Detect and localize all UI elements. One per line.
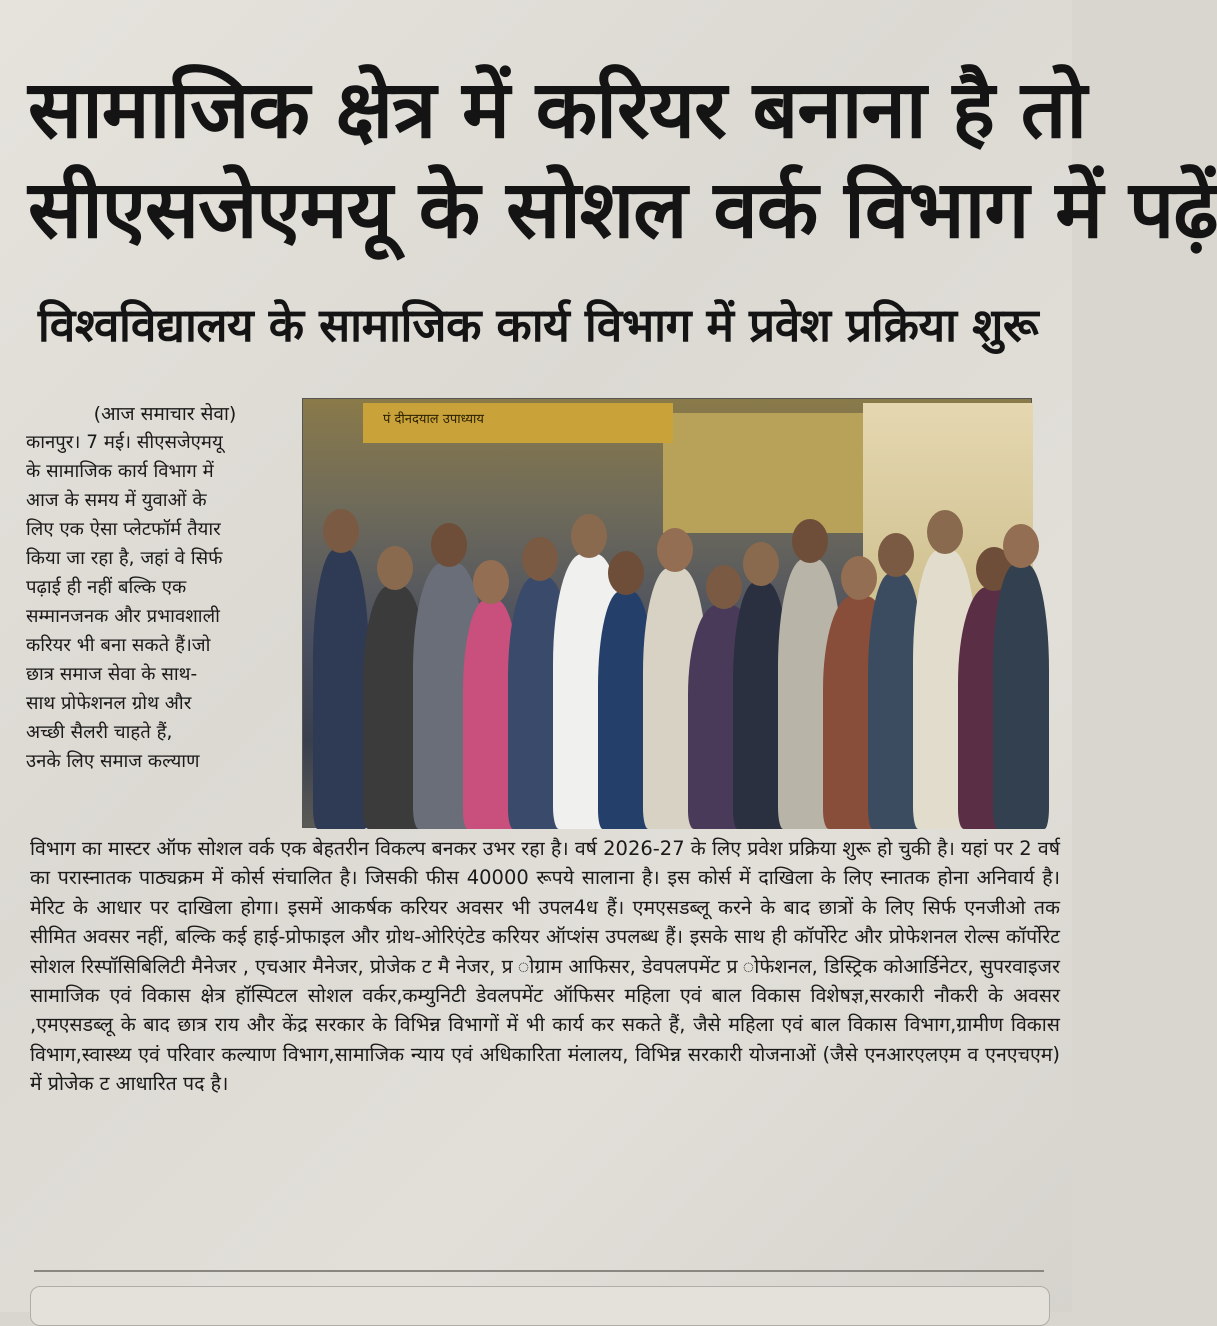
group-photo [302, 398, 1032, 828]
photo-person-head [473, 560, 509, 604]
photo-person [993, 564, 1049, 829]
photo-person-head [377, 546, 413, 590]
photo-person-head [323, 509, 359, 553]
photo-person-head [878, 533, 914, 577]
next-article-box [30, 1286, 1050, 1326]
lead-line: सम्मानजनक और प्रभावशाली [26, 606, 220, 627]
headline-line-1: सामाजिक क्षेत्र में करियर बनाना है तो [28, 63, 1087, 156]
lead-line: किया जा रहा है, जहां वे सिर्फ [26, 548, 223, 569]
lead-column [26, 428, 298, 776]
photo-person-head [1003, 524, 1039, 568]
photo-person-head [706, 565, 742, 609]
lead-line: के सामाजिक कार्य विभाग में [26, 461, 214, 482]
lead-line: कानपुर। 7 मई। सीएसजेएमयू [26, 432, 223, 453]
lead-line: उनके लिए समाज कल्याण [26, 751, 200, 772]
photo-person-head [657, 528, 693, 572]
subheadline: विश्वविद्यालय के सामाजिक कार्य विभाग में प्रवेश प्रक्रिया शुरू [37, 298, 1039, 352]
photo-person-head [431, 523, 467, 567]
news-source: (आज समाचार सेवा) [93, 403, 237, 425]
photo-wall [663, 413, 863, 533]
lead-line: अच्छी सैलरी चाहते हैं, [26, 722, 173, 743]
lead-line: लिए एक ऐसा प्लेटफॉर्म तैयार [26, 519, 221, 540]
lead-line: पढ़ाई ही नहीं बल्कि एक [26, 577, 187, 598]
lead-line: साथ प्रोफेशनल ग्रोथ और [26, 693, 192, 714]
photo-person-head [792, 519, 828, 563]
photo-person [313, 549, 369, 829]
photo-person-head [927, 510, 963, 554]
headline-line-2: सीएसजेएमयू के सोशल वर्क विभाग में पढ़ें [28, 163, 1217, 256]
article-body: विभाग का मास्टर ऑफ सोशल वर्क एक बेहतरीन विकल्प बनकर उभर रहा है। वर्ष 2026-27 के लिए प्रवेश प्रक्रिया शुरू हो चुकी है। यहां पर 2 वर्ष का परास्नातक पाठ्यक्रम में कोर्स संचालित है। जिसकी फीस 40000 रूपये सालाना है। इस कोर्स में दाखिला के लिए स्नातक होना अनिवार्य है। मेरिट के आधार पर दाखिला होगा। इसमें आकर्षक करियर अवसर भी उपल4ध हैं। एमएसडब्लू करने के बाद छात्रों के लिए सिर्फ एनजीओ तक सीमित अवसर नहीं, बल्कि कई हाई-प्रोफाइल और ग्रोथ-ओरिएंटेड करियर ऑप्शंस उपलब्ध हैं। इसके साथ ही कॉर्पोरेट और प्रोफेशनल रोल्स कॉर्पोरेट सोशल रिस्पॉसिबिलिटी मैनेजर , एचआर मैनेजर, प्रोजेक ट मै नेजर, प्र ोग्राम आफिसर, डेवपलपमेंट प्र ोफेशनल, डिस्ट्रिक कोआर्डिनेटर, सुपरवाइजर सामाजिक एवं विकास क्षेत्र हॉस्पिटल सोशल वर्कर,कम्युनिटी डेवलपमेंट ऑफिसर महिला एवं बाल विकास विशेषज्ञ,सरकारी नौकरी के अवसर ,एमएसडब्लू के बाद छात्र राय और केंद्र सरकार के विभिन्न विभागों में भी कार्य कर सकते हैं, जैसे महिला एवं बाल विकास विभाग,ग्रामीण विकास विभाग,स्वास्थ्य एवं परिवार कल्याण विभाग,सामाजिक न्याय एवं अधिकारिता मंलालय, विभिन्न सरकारी योजनाओं (जैसे एनआरएलएम व एनएचएम) में प्रोजेक ट आधारित पद है। [30, 837, 1060, 1096]
photo-sign: पं दीनदयाल उपाध्याय [363, 403, 673, 443]
photo-person-head [743, 542, 779, 586]
lead-line: करियर भी बना सकते हैं।जो [26, 635, 211, 656]
photo-person-head [841, 556, 877, 600]
photo-person-head [522, 537, 558, 581]
lead-line: छात्र समाज सेवा के साथ- [26, 664, 198, 685]
column-divider [34, 1270, 1044, 1272]
photo-person-head [571, 514, 607, 558]
lead-line: आज के समय में युवाओं के [26, 490, 207, 511]
photo-person-head [608, 551, 644, 595]
